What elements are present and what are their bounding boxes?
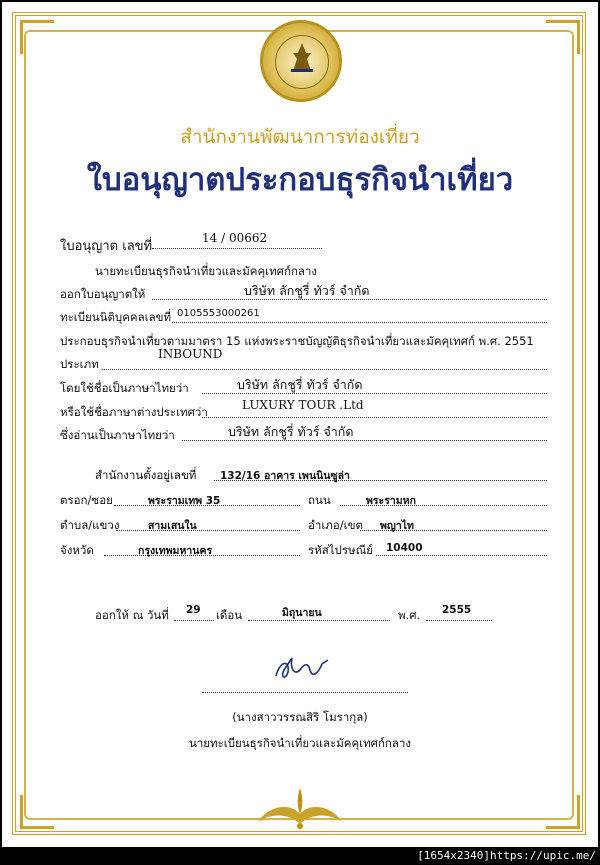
foreign-name-value: LUXURY TOUR .Ltd — [242, 398, 364, 412]
dotted-line — [152, 248, 322, 249]
office-label: สำนักงานตั้งอยู่เลขที่ — [95, 468, 197, 482]
dotted-line — [202, 417, 547, 418]
signer-title: นายทะเบียนธุรกิจนำเที่ยวและมัคคุเทศก์กลาง — [188, 736, 412, 750]
dotted-line — [102, 369, 547, 370]
alley-label: ตรอก/ซอย — [60, 493, 113, 507]
corner-ornament-bottom-left — [20, 795, 54, 829]
handwritten-signature — [272, 652, 332, 686]
postcode-value: 10400 — [386, 542, 423, 554]
province-value: กรุงเทพมหานคร — [138, 545, 213, 557]
issue-month-value: มิถุนายน — [282, 607, 322, 619]
thai-name-value: บริษัท ลักชูรี่ ทัวร์ จำกัด — [237, 377, 363, 392]
corner-ornament-top-right — [546, 20, 580, 54]
registration-label: ทะเบียนนิติบุคคลเลขที่ — [60, 310, 172, 324]
district-label: อำเภอ/เขต — [308, 518, 363, 532]
month-label: เดือน — [216, 608, 243, 622]
dotted-line — [116, 530, 300, 531]
corner-ornament-bottom-right — [546, 795, 580, 829]
act-line: ประกอบธุรกิจนำเที่ยวตามมาตรา 15 แห่งพระราชบัญญัติธุรกิจนำเที่ยวและมัคคุเทศก์ พ.ศ. 2551 — [60, 334, 534, 348]
district-value: พญาไท — [380, 520, 414, 532]
subdistrict-label: ตำบล/แขวง — [60, 518, 120, 532]
dotted-line — [172, 322, 547, 323]
foreign-name-label: หรือใช้ชื่อภาษาต่างประเทศว่า — [60, 405, 208, 419]
reading-value: บริษัท ลักชูรี่ ทัวร์ จำกัด — [228, 424, 354, 439]
alley-value: พระรามเทพ 35 — [148, 495, 221, 507]
license-no-label: ใบอนุญาต เลขที่ — [60, 239, 153, 254]
dotted-line — [426, 620, 492, 621]
province-label: จังหวัด — [60, 543, 94, 557]
year-label: พ.ศ. — [398, 608, 421, 622]
postcode-label: รหัสไปรษณีย์ — [308, 543, 374, 557]
gold-flourish-ornament — [238, 784, 362, 830]
upload-watermark: [1654x2340]https://upic.me/ — [0, 847, 600, 865]
page-title: ใบอนุญาตประกอบธุรกิจนำเที่ยว — [86, 162, 514, 198]
dotted-line — [376, 555, 547, 556]
signer-name: (นางสาววรรณสิริ โมรากุล) — [232, 710, 368, 724]
issue-date-label: ออกให้ ณ วันที่ — [95, 608, 169, 622]
issued-to-label: ออกใบอนุญาตให้ — [60, 287, 146, 301]
reading-label: ซึ่งอ่านเป็นภาษาไทยว่า — [60, 428, 175, 442]
license-no-value: 14 / 00662 — [202, 231, 268, 245]
road-value: พระรามหก — [366, 495, 416, 507]
corner-ornament-top-left — [20, 20, 54, 54]
office-value: 132/16 อาคาร เพนนินซูล่า — [220, 470, 350, 482]
issuer-line: นายทะเบียนธุรกิจนำเที่ยวและมัคคุเทศก์กลาง — [95, 264, 318, 278]
issue-day-value: 29 — [186, 604, 201, 616]
registration-value: 0105553000261 — [177, 308, 260, 319]
signature-line — [202, 692, 408, 693]
organization-name: สำนักงานพัฒนาการท่องเที่ยว — [180, 126, 420, 148]
subdistrict-value: สามเสนใน — [148, 520, 197, 532]
type-value: INBOUND — [158, 347, 223, 361]
thai-name-label: โดยใช้ชื่อเป็นภาษาไทยว่า — [60, 381, 189, 395]
license-certificate — [2, 2, 598, 847]
road-label: ถนน — [308, 493, 331, 507]
tourism-office-emblem — [260, 20, 342, 102]
issue-year-value: 2555 — [442, 604, 472, 616]
type-label: ประเภท — [60, 357, 99, 371]
issued-to-value: บริษัท ลักชูรี่ ทัวร์ จำกัด — [244, 283, 370, 298]
dotted-line — [174, 620, 214, 621]
